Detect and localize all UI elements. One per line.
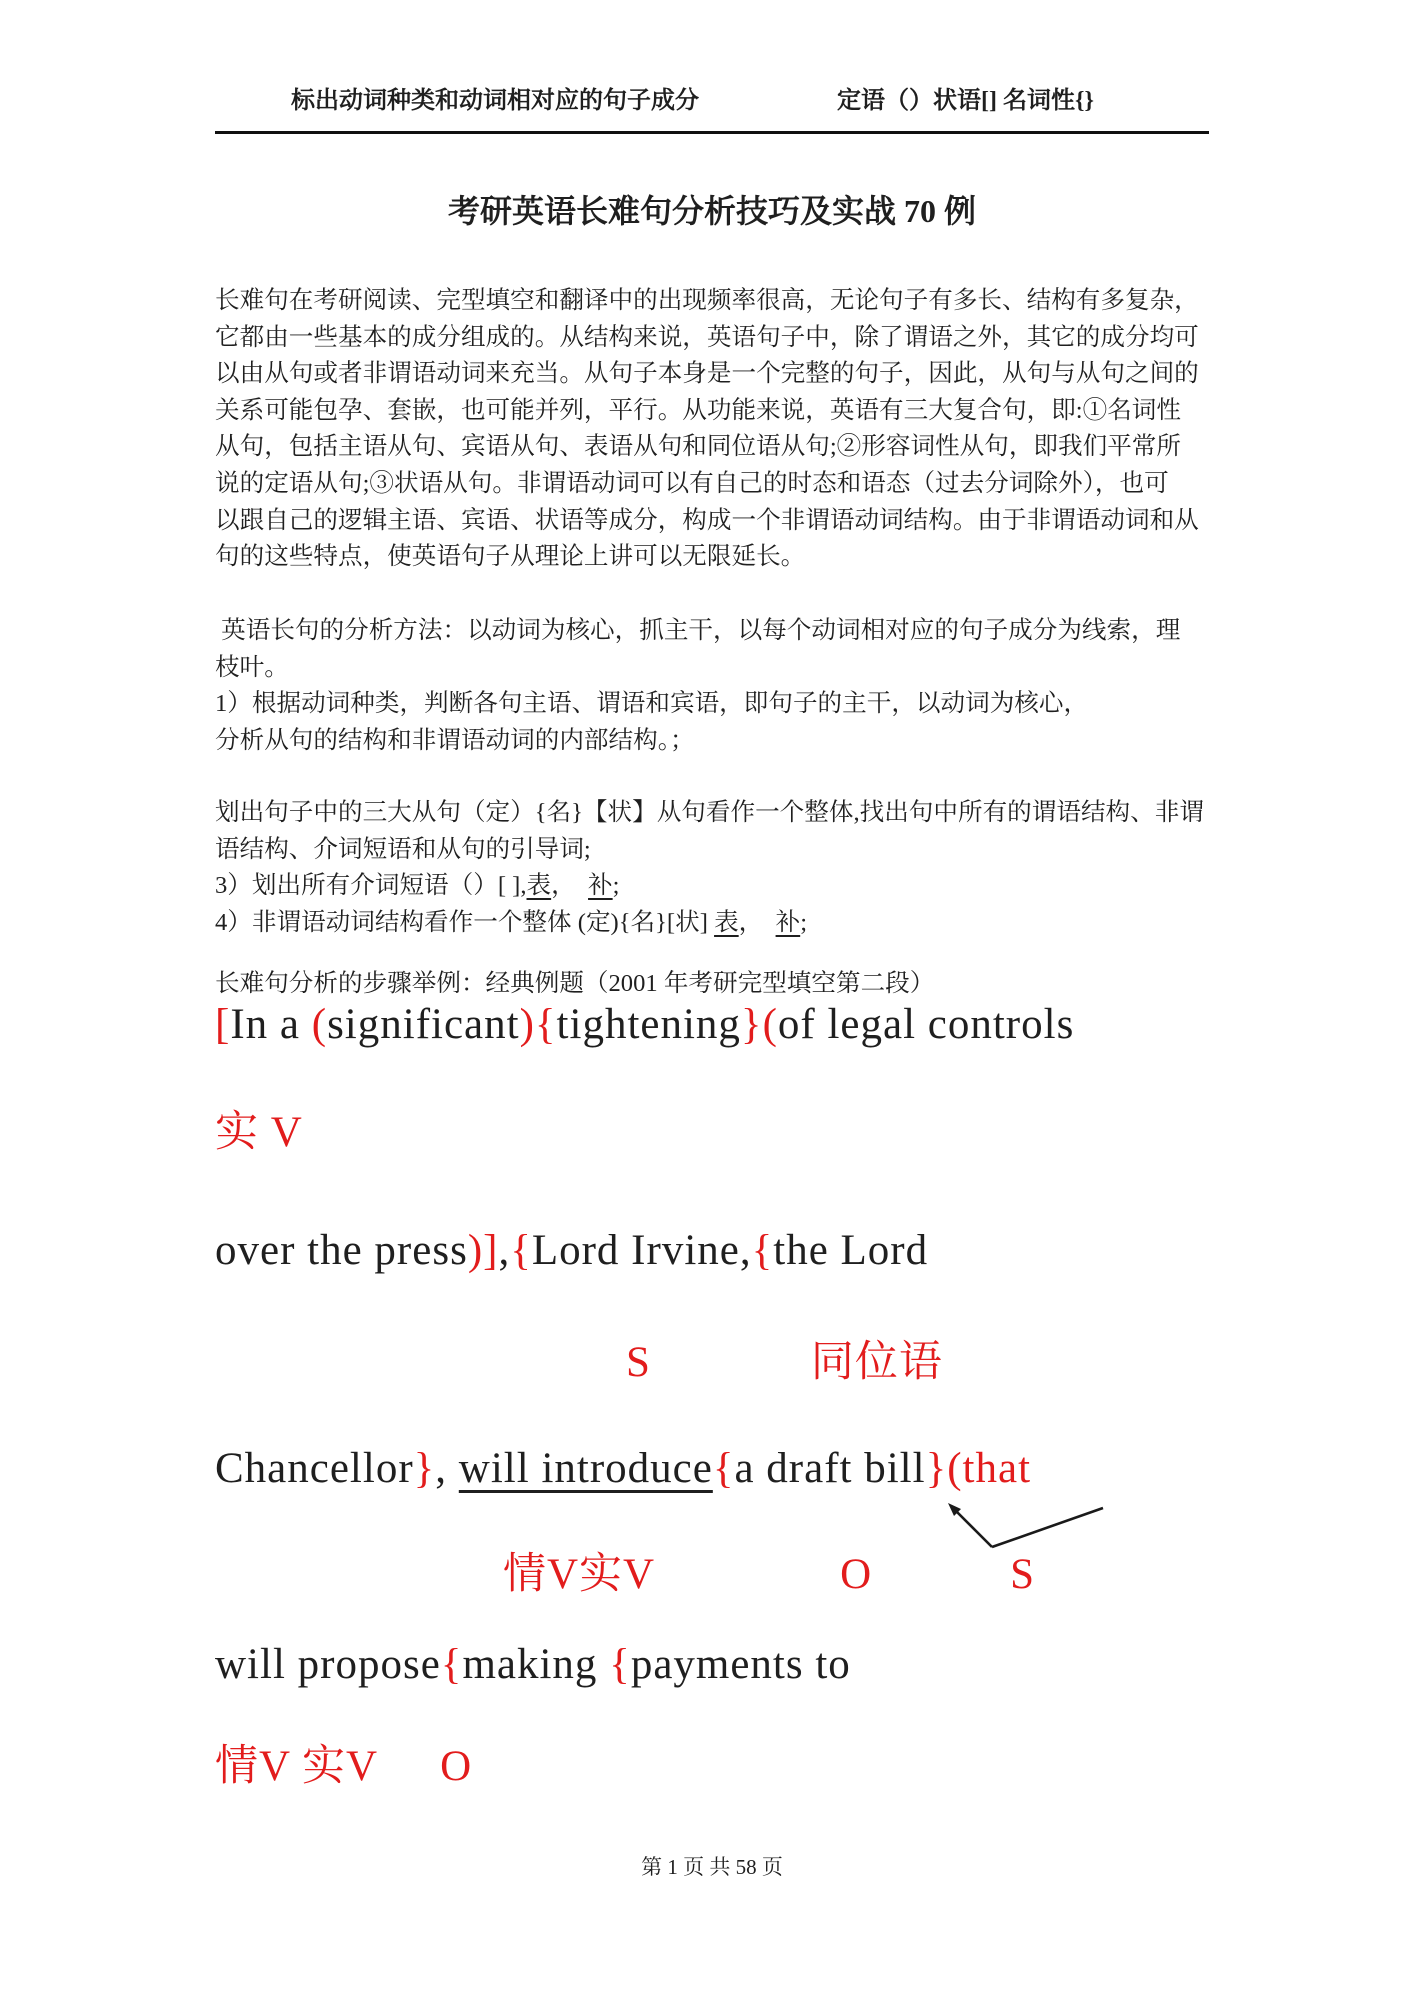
steps-item3-text: 3）划出所有介词短语（）[ ], — [215, 872, 527, 899]
text-line: 它都由一些基本的成分组成的。从结构来说，英语句子中，除了谓语之外，其它的成分均可 — [215, 323, 1199, 351]
annotation-verbs-o-s — [215, 1548, 1035, 1602]
steps-item4-end: ; — [800, 909, 808, 936]
annotation-verbs-o — [215, 1740, 472, 1794]
annotation-verbs: 情V 实V — [215, 1743, 379, 1790]
example-intro: 长难句分析的步骤举例：经典例题（2001 年考研完型填空第二段） — [215, 970, 935, 997]
brace-open: { — [609, 1641, 631, 1688]
annotation-shi-v: 实 V — [215, 1109, 303, 1156]
text-line: 语结构、介词短语和从句的引导词; — [215, 835, 591, 863]
steps-item3 — [215, 868, 619, 905]
text-line: 英语长句的分析方法：以动词为核心，抓主干，以每个动词相对应的句子成分为线索，理 — [215, 617, 1181, 644]
steps-item4-text: 4）非谓语动词结构看作一个整体 (定){名}[状] — [215, 909, 715, 936]
steps-item3-biao: 表 — [526, 872, 552, 899]
predicate-underlined: will introduce — [458, 1445, 713, 1492]
method-paragraph — [215, 613, 1225, 759]
brace-open: { — [440, 1641, 463, 1688]
brace-close: } — [740, 1001, 763, 1048]
clause-that: (that — [947, 1445, 1032, 1492]
text-line: 关系可能包孕、套嵌，也可能并列，平行。从功能来说，英语有三大复合句，即:①名词性 — [215, 396, 1181, 424]
header-right-legend: 定语（）状语[] 名词性{} — [837, 88, 1094, 114]
sentence-segment: over the press — [215, 1227, 468, 1274]
header-divider — [215, 131, 1209, 134]
text-line: 长难句在考研阅读、完型填空和翻译中的出现频率很高，无论句子有多长、结构有多复杂， — [215, 287, 1199, 314]
text-line: 划出句子中的三大从句（定）{名}【状】从句看作一个整体,找出句中所有的谓语结构、非谓 — [215, 799, 1204, 826]
sentence-line-4 — [215, 1638, 851, 1692]
text-line: 以由从句或者非谓语动词来充当。从句子本身是一个完整的句子，因此，从句与从句之间的 — [215, 360, 1199, 388]
sentence-segment: a draft bill — [734, 1445, 926, 1492]
paren-close: ) — [519, 1001, 535, 1048]
sentence-segment: making — [462, 1641, 610, 1688]
sentence-segment: of legal controls — [777, 1001, 1075, 1048]
annotation-object: O — [840, 1551, 873, 1598]
paren-open: ( — [311, 1001, 328, 1048]
text-line: 分析从句的结构和非谓语动词的内部结构。； — [215, 726, 695, 754]
text-line: 句的这些特点，使英语句子从理论上讲可以无限延长。 — [215, 543, 806, 571]
paren-bracket-close: )] — [467, 1227, 499, 1274]
comma: , — [435, 1445, 459, 1492]
annotation-subject: S — [1010, 1551, 1036, 1598]
annotation-subject: S — [626, 1339, 651, 1386]
bracket-open: [ — [215, 1001, 231, 1048]
text-line: 枝叶。 — [215, 653, 289, 681]
sentence-segment: significant — [327, 1001, 520, 1048]
annotation-verbs: 情V实V — [503, 1551, 656, 1598]
steps-item3-comma: ， — [551, 872, 589, 899]
sentence-segment: the Lord — [773, 1227, 929, 1274]
comma: , — [498, 1227, 511, 1274]
sentence-line-3 — [215, 1442, 1031, 1496]
sentence-line-2 — [215, 1224, 928, 1278]
sentence-segment: payments to — [630, 1641, 851, 1688]
header-left-text: 标出动词种类和动词相对应的句子成分 — [291, 88, 699, 114]
steps-item4-bu: 补 — [775, 909, 801, 936]
sentence-segment: tightening — [556, 1001, 741, 1048]
annotation-appositive: 同位语 — [810, 1339, 943, 1386]
brace-open: { — [534, 1001, 557, 1048]
text-line: 从句，包括主语从句、宾语从句、表语从句和同位语从句;②形容词性从句，即我们平常所 — [215, 433, 1181, 461]
steps-item3-end: ; — [612, 872, 620, 899]
steps-item4-biao: 表 — [714, 909, 739, 936]
annotation-s-appositive — [215, 1336, 943, 1390]
annotation-object: O — [440, 1743, 473, 1790]
sentence-segment: will propose — [215, 1641, 441, 1688]
steps-item4-comma: ， — [738, 909, 776, 936]
text-line: 说的定语从句;③状语从句。非谓语动词可以有自己的时态和语态（过去分词除外），也可 — [215, 469, 1169, 497]
sentence-segment: In a — [230, 1001, 312, 1048]
steps-item4 — [215, 905, 807, 942]
brace-close: } — [413, 1445, 436, 1492]
text-line: 1）根据动词种类，判断各句主语、谓语和宾语，即句子的主干，以动词为核心， — [215, 690, 1089, 718]
sentence-line-1 — [215, 998, 1074, 1052]
paren-open: ( — [762, 1001, 778, 1048]
brace-open: { — [510, 1227, 532, 1274]
brace-close: } — [925, 1445, 948, 1492]
sentence-segment: Lord Irvine, — [531, 1227, 752, 1274]
page-title: 考研英语长难句分析技巧及实战 70 例 — [447, 193, 976, 229]
text-line: 以跟自己的逻辑主语、宾语、状语等成分，构成一个非谓语动词结构。由于非谓语动词和从 — [215, 506, 1199, 534]
page-number: 第 1 页 共 58 页 — [641, 1855, 783, 1879]
brace-open: { — [712, 1445, 735, 1492]
sentence-segment: Chancellor — [215, 1445, 414, 1492]
steps-paragraph — [215, 795, 1225, 868]
steps-item3-bu: 补 — [588, 872, 613, 899]
brace-open: { — [751, 1227, 774, 1274]
intro-paragraph — [215, 283, 1225, 576]
